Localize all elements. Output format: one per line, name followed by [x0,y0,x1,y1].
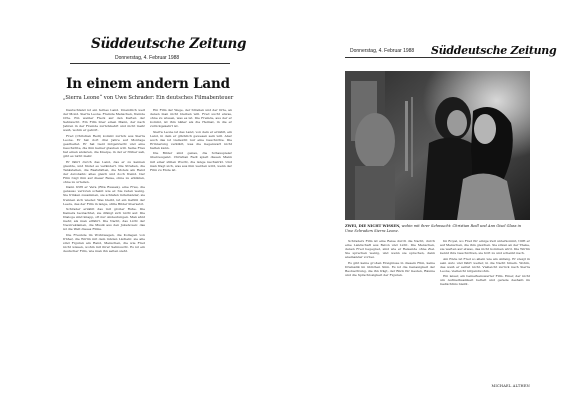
caption-text: wohin mit ihrer Sehnsucht: Christian Redl und Ann Gisel Glass in Uwe Schraders Sierra Leone. [345,224,522,233]
paragraph: Ein leiser, ein bemerkenswerter Film. Einer, der nicht um Aufmerksamkeit bettelt und gerade deshalb im Gedächtnis bleibt. [440,274,530,287]
issue-date: Donnerstag, 4. Februar 1988 [115,55,180,61]
paragraph: Ein Film der Wege, der Straßen und der Orte, an denen man nicht bleiben will. Fred sucht etwas, ohne zu wissen, was es ist. Die Fremde, aus der er kommt, ist ihm näher als die Heimat, in die er zurückgekehrt ist. [150,108,232,129]
newspaper-masthead-right: Süddeutsche Zeitung [431,44,557,57]
paragraph: Die Bilder sind genau, die Schauspieler überzeugend. Christian Redl spielt diesen Mann mit einer stillen Wucht, die lange nachwirkt. Und man fragt sich, was aus ihm werden wird, wenn der Film zu Ende ist. [150,151,232,172]
paragraph: Schraders Film ist eine Reise durch die Nacht, durch eine Landschaft aus Beton und Licht. Die Menschen, denen Fred begegnet, sind wie er Reisende ohne Ziel. Sie sprechen wenig, und wenn sie sprechen, dann aneinander vorbei. [345,239,435,260]
film-still-photo [345,71,530,220]
newspaper-masthead: Süddeutsche Zeitung [91,36,247,52]
photo-caption [345,224,530,233]
article-subheadline: „Sierra Leone“ von Uwe Schrader: Ein deutsches Filmabenteuer [62,95,234,101]
article-column-2 [150,108,232,218]
article-column-4 [440,239,530,381]
article-column-3 [345,239,435,314]
masthead-rule-right [345,57,530,58]
paragraph: Fred (Christian Redl) kommt zurück aus Sierra Leone. Er hat dort drei Jahre auf Montage gearbeitet. Er hat Geld mitgebracht und eine Geschichte, die ihm keiner glauben will. Seine Frau hat einen anderen, die Kneipe, in der er früher saß, gibt es nicht mehr. [63,133,145,159]
paragraph: Die Freunde im Wohnwagen, die Kollegen von früher, die Wirtin mit dem müden Lächeln: sie alle sind Figuren am Rand, Menschen, die wie Fred nicht wissen, wohin mit ihrer Sehnsucht. Es ist ein deutscher Film, wie man ihn selten sieht. [63,232,145,254]
issue-date-right: Donnerstag, 4. Februar 1988 [350,48,415,54]
article-headline: In einem andern Land [66,76,230,92]
caption-lead: ZWEI, DIE NICHT WISSEN, [345,224,401,228]
film-still-image [345,71,530,220]
paragraph: Es gibt keine großen Ereignisse in diesem Film, keine Dramatik im üblichen Sinn. Es ist die Genauigkeit der Beobachtung, die ihn trägt, der Blick für Gesten, Räume und die Sprachlosigkeit der Figuren. [345,260,435,277]
author-byline: MICHAEL ALTHEN [491,384,530,388]
paragraph: Er fährt durch das Land, das er zu kennen glaubte, und findet es verändert. Die Straßen, die Tankstellen, die Raststätten, die Motels am Rand der Autobahn: alles gleich und doch fremd. Der Film folgt ihm auf dieser Reise, ohne zu erklären, ohne zu urteilen. [63,159,145,184]
paragraph: Sierra Leone ist das Land, von dem er erzählt, ein Land, in dem er glücklich gewesen sein will. Aber auch das ist vielleicht nur eine Geschichte. Die Erinnerung verklärt, was die Gegenwart nicht halten kann. [150,129,232,151]
paragraph: Im Royal, wo Fred für einige Zeit unterkommt, trifft er auf Menschen, die ihm gleichen. Sie sitzen an der Theke, sie warten auf etwas, das nicht kommen wird. Die Wirtin kennt ihre Geschichten, sie hört zu und schenkt nach. [440,239,530,256]
article-column-1 [63,108,145,342]
paragraph: Dann trifft er Vera (Rita Russek), eine Frau, die genauso verloren scheint wie er. Sie reden wenig. Sie trinken zusammen, sie schlafen miteinander, sie trennen sich wieder. Was bleibt, ist ein Gefühl der Leere, das der Film in lange, stille Bilder übersetzt. [63,185,145,206]
paragraph: Am Ende ist Fred so allein wie am Anfang. Er steigt in sein Auto und fährt weiter, in die Nacht hinein. Wohin, das weiß er selbst nicht. Vielleicht zurück nach Sierra Leone, vielleicht nirgendwohin. [440,256,530,273]
paragraph: Deutschland ist ein fernes Land. Unendlich weit der Mond. Sierra Leone. Fremde Menschen, fremde Orte. Ein weißer Fleck auf den Karten der Sehnsucht. Ein Film über einen Mann, der nach Jahren in der Fremde zurückkehrt und nicht mehr weiß, wohin er gehört. [63,108,145,133]
masthead-rule [70,63,230,64]
paragraph: Schrader erzählt das mit großer Ruhe. Die Kamera beobachtet, sie drängt sich nicht auf. Die Dialoge sind knapp, oft nur Andeutungen. Man ahnt mehr, als man erfährt. Die Nacht, das Licht der Neonreklamen, die Musik aus den Jukeboxen: das ist die Welt dieses Films. [63,206,145,232]
